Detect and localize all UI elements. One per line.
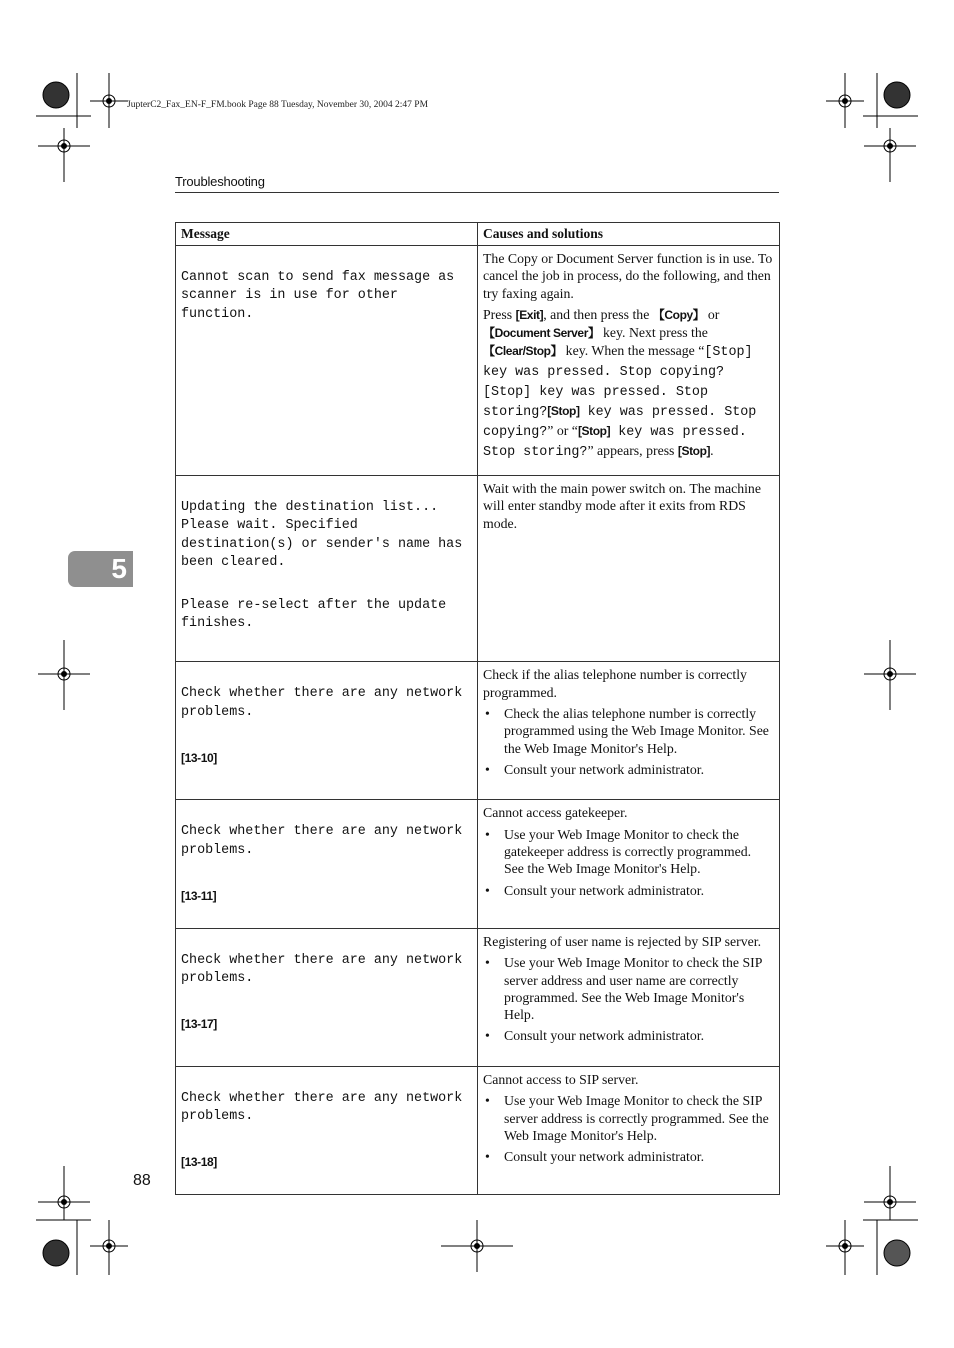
cause-cell — [478, 800, 780, 929]
message-quote: [Stop] key was pressed. Stop copying? [Stop] key was pressed. Stop storing? — [483, 345, 753, 421]
message-text: Check whether there are any network problems. — [181, 1090, 463, 1125]
message-quote: key was pressed. Stop copying? — [483, 405, 757, 441]
list-item: • Consult your network administrator. — [483, 1148, 774, 1165]
key-document-server: 【Document Server】 — [483, 326, 600, 341]
message-text: Cannot scan to send fax message as scanner is in use for other function. — [181, 269, 455, 322]
cause-cell — [478, 662, 780, 800]
bullet-list — [483, 954, 774, 1044]
error-code: [13-10] — [181, 750, 217, 765]
key-clear-stop: 【Clear/Stop】 — [483, 344, 563, 359]
table-row — [176, 800, 780, 929]
message-cell — [176, 476, 478, 662]
message-cell — [176, 246, 478, 476]
table-row — [176, 246, 780, 476]
cause-cell — [478, 476, 780, 662]
list-item: • Use your Web Image Monitor to check the SIP server address is correctly programmed. See the Web Image Monitor's Help. — [483, 1092, 774, 1144]
list-item: • Consult your network administrator. — [483, 1027, 774, 1044]
error-code: [13-18] — [181, 1155, 217, 1170]
text-run: , and then press the — [543, 306, 653, 322]
key-exit: [Exit] — [515, 307, 544, 322]
message-text: Check whether there are any network problems. — [181, 823, 463, 858]
message-text: Check whether there are any network problems. — [181, 685, 463, 720]
list-item: • Consult your network administrator. — [483, 882, 774, 899]
cause-text: The Copy or Document Server function is in use. To cancel the job in process, do the following, and then try faxing again. — [483, 251, 773, 301]
cause-cell — [478, 928, 780, 1066]
header-message: Message — [176, 223, 478, 246]
table-row — [176, 662, 780, 800]
text-run: Press — [483, 306, 516, 322]
table-row — [176, 476, 780, 662]
text-run: ” appears, press — [587, 443, 678, 459]
list-item: • Check the alias telephone number is correctly programmed using the Web Image Monitor. See the Web Image Monitor's Help. — [483, 705, 774, 757]
cause-text: Check if the alias telephone number is correctly programmed. — [483, 667, 747, 700]
table-row — [176, 1066, 780, 1195]
cause-text: Cannot access to SIP server. — [483, 1071, 639, 1087]
message-cell — [176, 1066, 478, 1195]
header-causes: Causes and solutions — [478, 223, 780, 246]
table-row — [176, 928, 780, 1066]
file-info-line: JupterC2_Fax_EN-F_FM.book Page 88 Tuesday, November 30, 2004 2:47 PM — [127, 100, 429, 110]
bullet-list — [483, 826, 774, 899]
error-code: [13-11] — [181, 888, 217, 903]
section-header: Troubleshooting — [175, 174, 779, 193]
message-text: Check whether there are any network problems. — [181, 952, 463, 987]
text-run: or — [704, 306, 720, 322]
list-item: • Consult your network administrator. — [483, 761, 774, 778]
key-stop: [Stop] — [577, 424, 611, 439]
troubleshooting-table — [175, 222, 780, 1195]
list-item: • Use your Web Image Monitor to check the SIP server address and user name are correctly programmed. See the Web Image Monitor's Help. — [483, 954, 774, 1023]
key-stop: [Stop] — [677, 444, 711, 459]
chapter-tab: 5 — [68, 551, 133, 587]
cause-cell — [478, 246, 780, 476]
message-text: Please re-select after the update finishes. — [181, 597, 447, 632]
text-run: . — [710, 443, 714, 459]
message-quote: key was pressed. Stop storing? — [483, 425, 747, 461]
text-run: key. When the message “ — [562, 343, 705, 359]
key-copy: 【Copy】 — [652, 307, 705, 322]
message-cell — [176, 662, 478, 800]
table-header-row — [176, 223, 780, 246]
bullet-list — [483, 1092, 774, 1165]
key-stop: [Stop] — [547, 404, 580, 419]
text-run: key. Next press the — [599, 325, 708, 341]
cause-cell — [478, 1066, 780, 1195]
message-cell — [176, 800, 478, 929]
list-item: • Use your Web Image Monitor to check the gatekeeper address is correctly programmed. See the Web Image Monitor's Help. — [483, 826, 774, 878]
cause-text: Registering of user name is rejected by SIP server. — [483, 933, 762, 949]
message-text: Updating the destination list... Please wait. Specified destination(s) or sender's name has been cleared. — [181, 499, 463, 571]
message-cell — [176, 928, 478, 1066]
text-run: ” or “ — [547, 423, 578, 439]
cause-instructions — [483, 306, 774, 463]
cause-text: Cannot access gatekeeper. — [483, 805, 628, 821]
page-number: 88 — [133, 1172, 151, 1189]
bullet-list — [483, 705, 774, 778]
error-code: [13-17] — [181, 1017, 217, 1032]
cause-text: Wait with the main power switch on. The machine will enter standby mode after it exits from RDS mode. — [483, 481, 761, 531]
